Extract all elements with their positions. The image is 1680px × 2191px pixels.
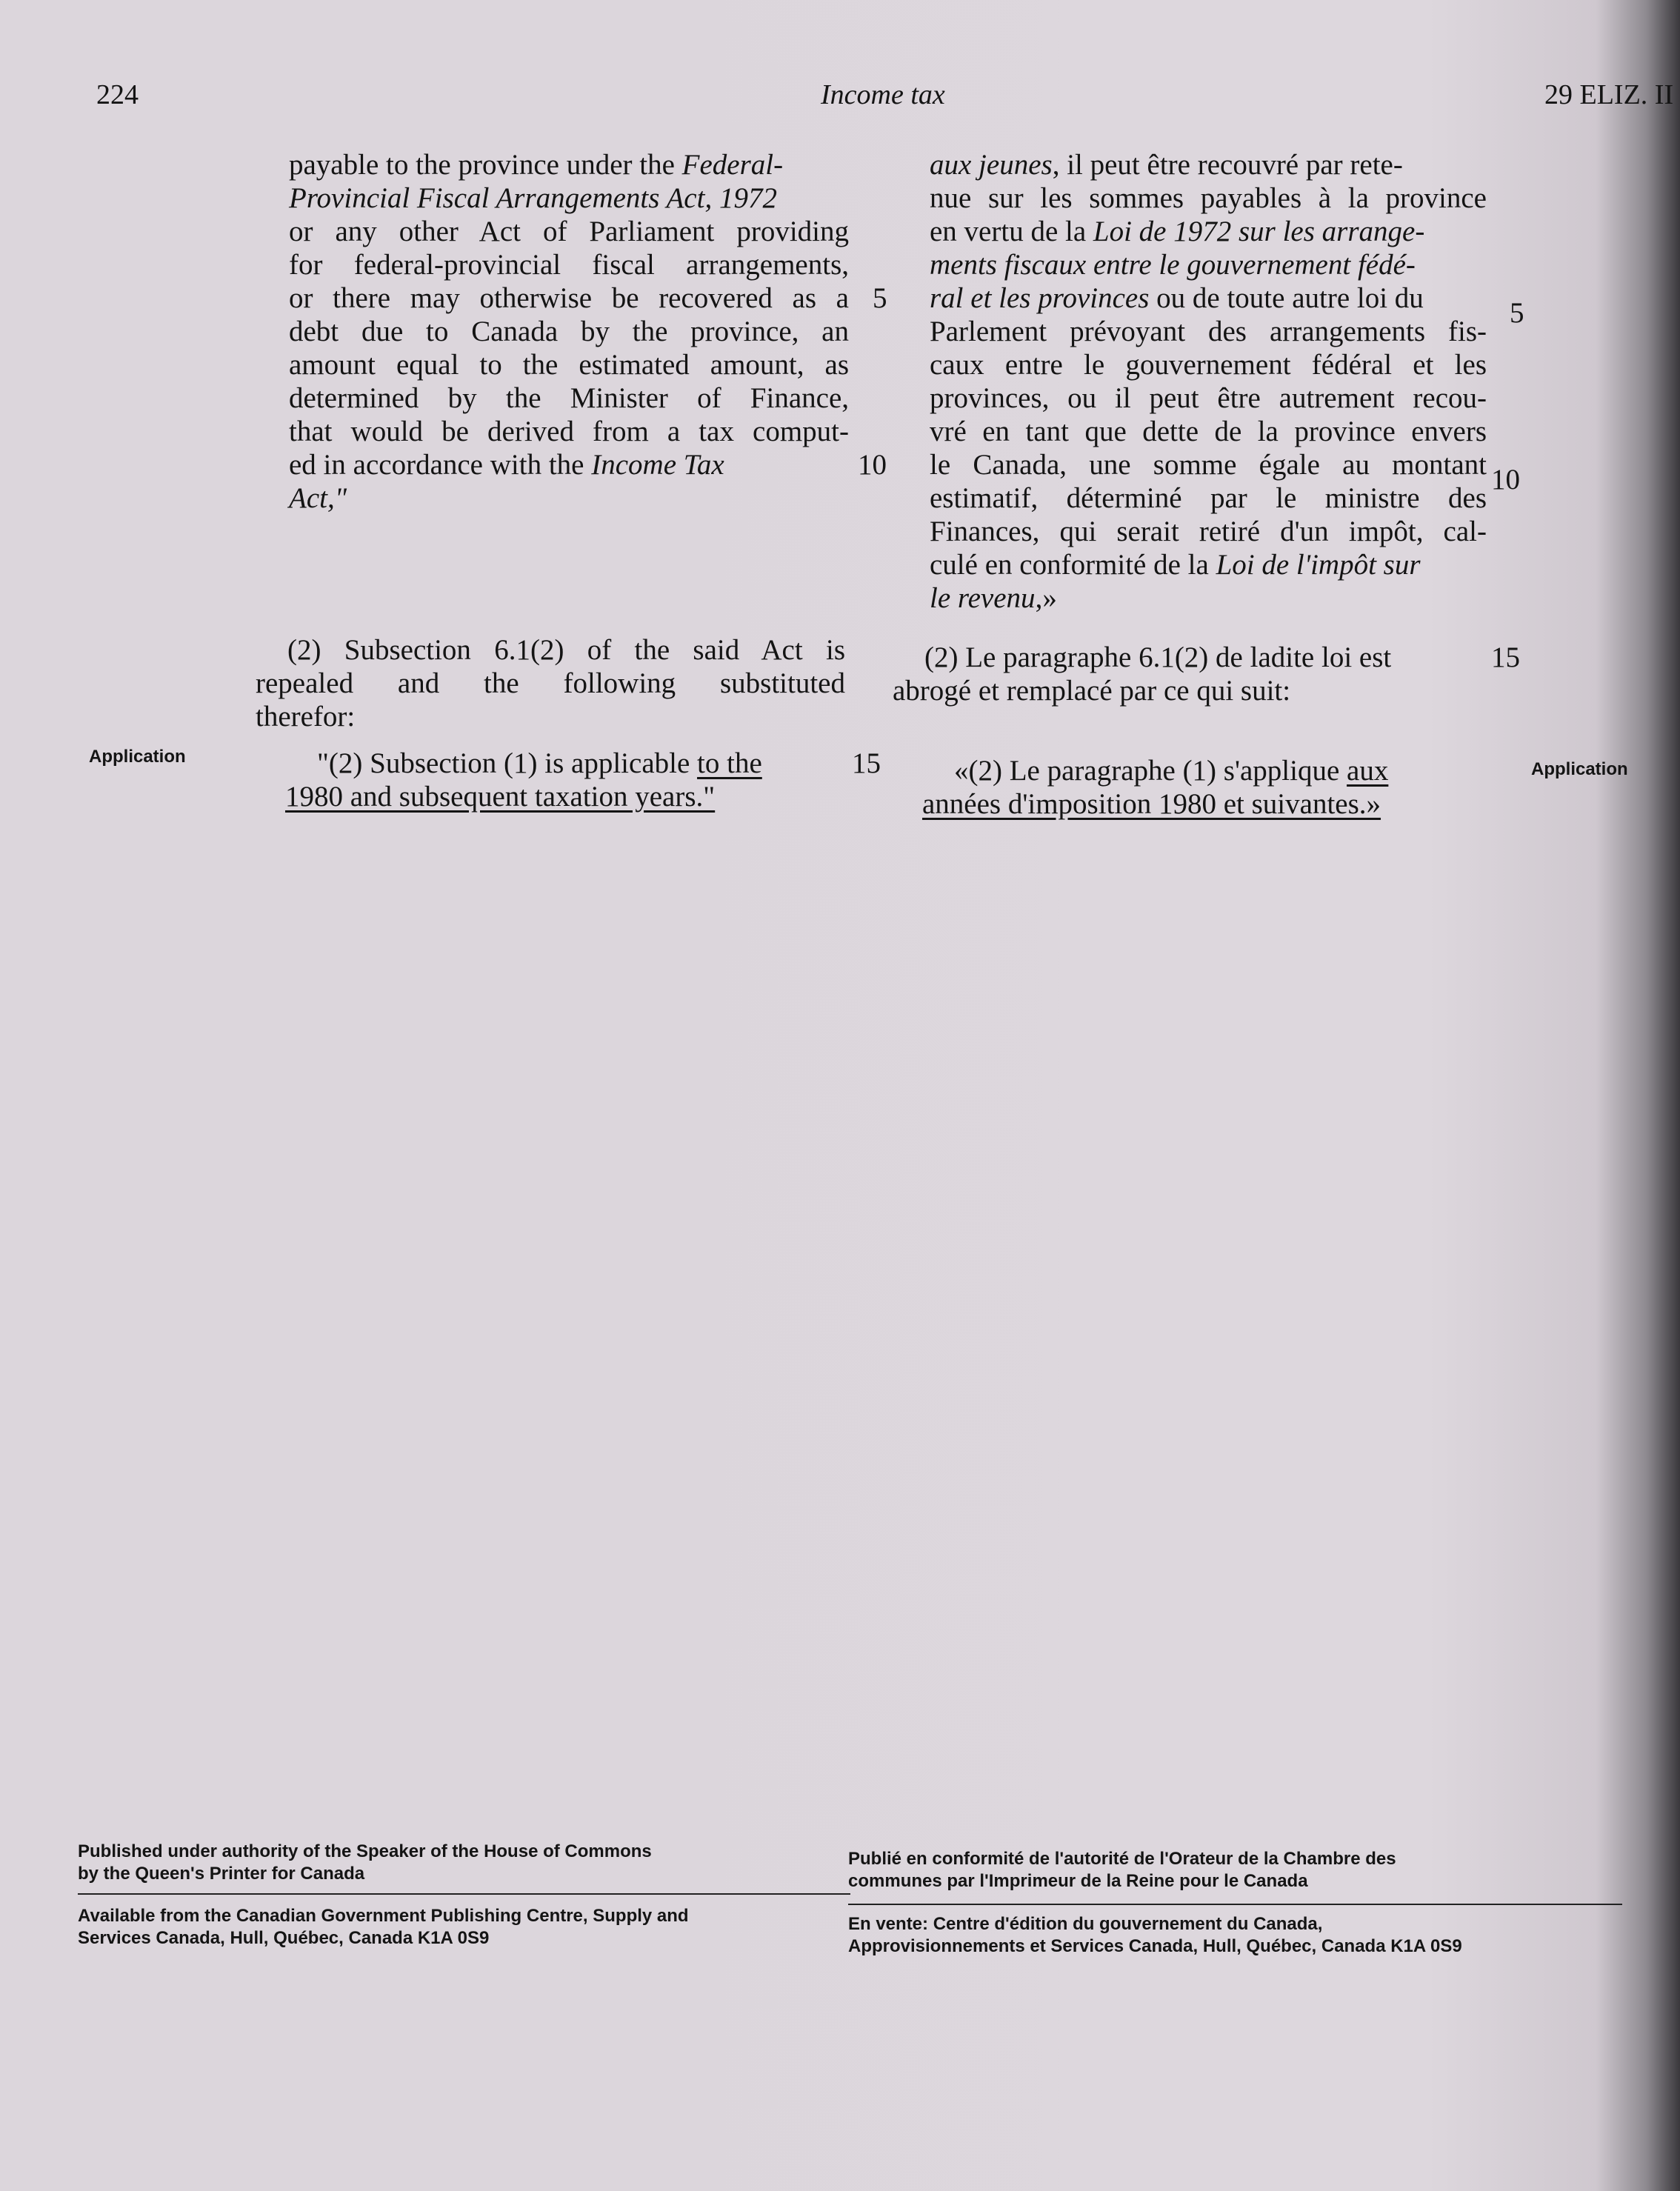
margin-note-application-fr: Application — [1531, 759, 1628, 779]
text-line: Parlement prévoyant des arrangements fis- — [930, 316, 1487, 347]
text-line: therefor: — [256, 701, 356, 733]
text-line: Act," — [289, 482, 347, 514]
english-paragraph-2 — [256, 633, 845, 733]
text-line: le revenu,» — [930, 582, 1057, 614]
footer-french-publisher — [848, 1848, 1626, 1892]
text-line: culé en conformité de la Loi de l'impôt sur — [930, 549, 1421, 581]
line-number: 5 — [873, 282, 887, 314]
footer-line: Published under authority of the Speaker of the House of Commons — [78, 1841, 652, 1861]
text-line: ral et les provinces ou de toute autre loi du — [930, 282, 1424, 314]
footer-rule-en — [78, 1893, 850, 1895]
line-number: 10 — [1491, 464, 1520, 496]
text-line: Finances, qui serait retiré d'un impôt, cal- — [930, 516, 1487, 547]
footer-line: Services Canada, Hull, Québec, Canada K1A 0S9 — [78, 1928, 490, 1948]
text-line: for federal-provincial fiscal arrangements, — [289, 249, 849, 281]
text-line: ed in accordance with the Income Tax — [289, 449, 724, 481]
regnal-year: 29 ELIZ. II — [1544, 79, 1674, 110]
english-paragraph-3 — [285, 747, 848, 813]
text-line: nue sur les sommes payables à la province — [930, 182, 1487, 214]
text-line: determined by the Minister of Finance, — [289, 382, 849, 414]
running-title: Income tax — [821, 79, 945, 110]
line-number: 15 — [1491, 641, 1520, 673]
text-line: «(2) Le paragraphe (1) s'applique aux — [954, 755, 1389, 787]
text-line: debt due to Canada by the province, an — [289, 316, 849, 347]
margin-note-application-en: Application — [89, 747, 186, 767]
text-line: amount equal to the estimated amount, as — [289, 349, 849, 381]
text-line: années d'imposition 1980 et suivantes.» — [922, 788, 1381, 820]
footer-french-availability — [848, 1913, 1626, 1958]
line-number: 15 — [852, 747, 881, 779]
text-line: (2) Subsection 6.1(2) of the said Act is — [287, 634, 845, 666]
footer-english-publisher — [78, 1841, 819, 1885]
line-number: 5 — [1510, 297, 1524, 329]
line-number: 10 — [858, 449, 887, 481]
text-line: "(2) Subsection (1) is applicable to the — [317, 747, 762, 779]
text-line: Provincial Fiscal Arrangements Act, 1972 — [289, 182, 777, 214]
french-paragraph-2 — [893, 641, 1485, 707]
text-line: caux entre le gouvernement fédéral et les — [930, 349, 1487, 381]
text-line: or any other Act of Parliament providing — [289, 216, 849, 247]
footer-line: Publié en conformité de l'autorité de l'Orateur de la Chambre des — [848, 1849, 1396, 1869]
text-line: payable to the province under the Federal- — [289, 149, 784, 181]
text-line: ments fiscaux entre le gouvernement fédé- — [930, 249, 1416, 281]
text-line: 1980 and subsequent taxation years." — [285, 781, 716, 813]
text-line: (2) Le paragraphe 6.1(2) de ladite loi est — [924, 641, 1392, 673]
text-line: repealed and the following substituted — [256, 667, 845, 699]
english-paragraph-1 — [289, 148, 849, 515]
text-line: that would be derived from a tax comput- — [289, 416, 849, 447]
text-line: aux jeunes, il peut être recouvré par rete- — [930, 149, 1403, 181]
french-paragraph-3 — [922, 754, 1485, 821]
french-paragraph-1 — [930, 148, 1487, 615]
footer-line: Approvisionnements et Services Canada, Hull, Québec, Canada K1A 0S9 — [848, 1936, 1462, 1956]
text-line: vré en tant que dette de la province envers — [930, 416, 1487, 447]
footer-english-availability — [78, 1905, 819, 1950]
footer-line: communes par l'Imprimeur de la Reine pour le Canada — [848, 1871, 1308, 1891]
text-line: en vertu de la Loi de 1972 sur les arrange- — [930, 216, 1425, 247]
text-line: estimatif, déterminé par le ministre des — [930, 482, 1487, 514]
footer-line: by the Queen's Printer for Canada — [78, 1864, 365, 1884]
footer-line: Available from the Canadian Government Publishing Centre, Supply and — [78, 1906, 689, 1926]
text-line: or there may otherwise be recovered as a — [289, 282, 849, 314]
text-line: le Canada, une somme égale au montant — [930, 449, 1487, 481]
text-line: provinces, ou il peut être autrement recou- — [930, 382, 1487, 414]
page-number: 224 — [96, 79, 139, 110]
footer-rule-fr — [848, 1904, 1622, 1905]
text-line: abrogé et remplacé par ce qui suit: — [893, 675, 1291, 707]
footer-line: En vente: Centre d'édition du gouvernement du Canada, — [848, 1914, 1323, 1934]
